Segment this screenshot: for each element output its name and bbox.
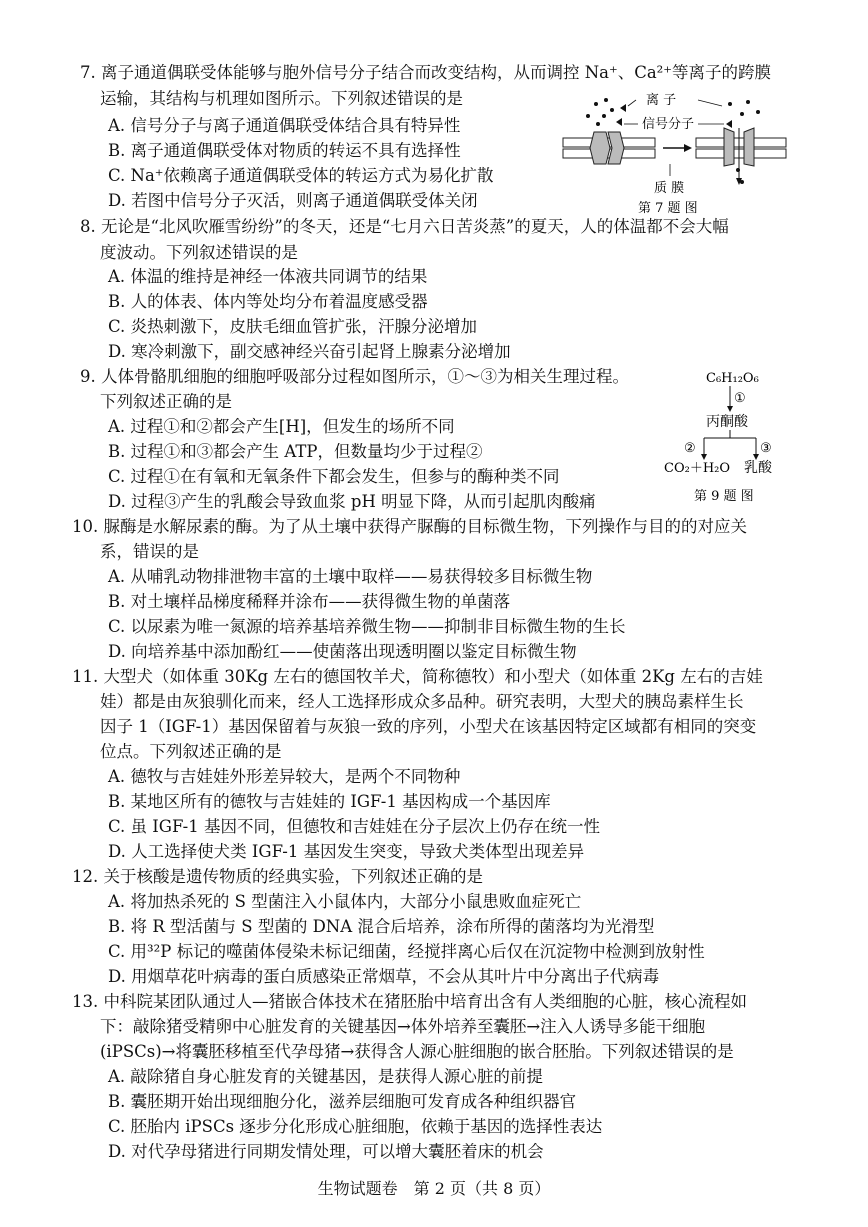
lactate-label: 乳酸 (744, 460, 772, 476)
q13-stem-cont-2: (iPSCs)→将囊胚移植至代孕母猪→获得含人源心脏细胞的嵌合胚胎。下列叙述错误的是 (100, 1042, 734, 1061)
q9-option-d: D. 过程③产生的乳酸会导致血浆 pH 明显下降，从而引起肌肉酸痛 (108, 492, 596, 511)
co2-water-label: CO₂＋H₂O (664, 461, 731, 476)
q8-option-d: D. 寒冷刺激下，副交感神经兴奋引起肾上腺素分泌增加 (108, 342, 511, 361)
ion-label: 离 子 (646, 93, 677, 108)
figure-7 (558, 88, 788, 218)
q11-option-b: B. 某地区所有的德牧与吉娃娃的 IGF-1 基因构成一个基因库 (108, 792, 551, 811)
figure-7-caption: 第 7 题 图 (638, 201, 698, 216)
glucose-label: C₆H₁₂O₆ (706, 371, 759, 386)
q11-stem-cont-3: 位点。下列叙述正确的是 (100, 742, 282, 761)
q13-stem: 13. 中科院某团队通过人—猪嵌合体技术在猪胚胎中培育出含有人类细胞的心脏，核心流程如 (72, 992, 747, 1011)
q7-option-c: C. Na⁺依赖离子通道偶联受体的转运方式为易化扩散 (108, 166, 494, 185)
q11-stem-cont-2: 因子 1（IGF-1）基因保留着与灰狼一致的序列，小型犬在该基因特定区域都有相同的突变 (100, 717, 757, 736)
q11-option-c: C. 虽 IGF-1 基因不同，但德牧和吉娃娃在分子层次上仍存在统一性 (108, 817, 600, 836)
q13-option-a: A. 敲除猪自身心脏发育的关键基因，是获得人源心脏的前提 (108, 1067, 543, 1086)
q12-option-b: B. 将 R 型活菌与 S 型菌的 DNA 混合后培养，涂布所得的菌落均为光滑型 (108, 917, 655, 936)
page-footer: 生物试题卷 第 2 页（共 8 页） (317, 1179, 551, 1198)
membrane-label: 质 膜 (654, 181, 685, 196)
q10-option-d: D. 向培养基中添加酚红——使菌落出现透明圈以鉴定目标微生物 (108, 642, 577, 661)
q12-option-c: C. 用³²P 标记的噬菌体侵染未标记细菌，经搅拌离心后仅在沉淀物中检测到放射性 (108, 942, 705, 961)
q10-stem: 10. 脲酶是水解尿素的酶。为了从土壤中获得产脲酶的目标微生物，下列操作与目的的对应关 (72, 517, 747, 536)
q9-option-b: B. 过程①和③都会产生 ATP，但数量均少于过程② (108, 442, 483, 461)
q8-option-b: B. 人的体表、体内等处均分布着温度感受器 (108, 292, 428, 311)
step-1-label: ① (734, 391, 746, 406)
signal-molecule-label: 信号分子 (642, 117, 695, 132)
q12-option-d: D. 用烟草花叶病毒的蛋白质感染正常烟草，不会从其叶片中分离出子代病毒 (108, 967, 660, 986)
q8-option-c: C. 炎热刺激下，皮肤毛细血管扩张，汗腺分泌增加 (108, 317, 478, 336)
step-2-label: ② (684, 441, 696, 456)
q7-option-b: B. 离子通道偶联受体对物质的转运不具有选择性 (108, 141, 461, 160)
q7-stem-cont: 运输，其结构与机理如图所示。下列叙述错误的是 (100, 89, 463, 108)
q9-stem-cont: 下列叙述正确的是 (100, 392, 232, 411)
figure-9-caption: 第 9 题 图 (694, 489, 754, 504)
q11-stem-cont-1: 娃）都是由灰狼驯化而来，经人工选择形成众多品种。研究表明，大型犬的胰岛素样生长 (100, 692, 744, 711)
q8-stem: 8. 无论是“北风吹雁雪纷纷”的冬天，还是“七月六日苦炎蒸”的夏天，人的体温都不会大幅 (80, 217, 729, 236)
figure-9 (660, 368, 790, 508)
q7-stem: 7. 离子通道偶联受体能够与胞外信号分子结合而改变结构，从而调控 Na⁺、Ca²⁺等离子的跨膜 (80, 63, 772, 82)
q10-option-b: B. 对土壤样品梯度稀释并涂布——获得微生物的单菌落 (108, 592, 511, 611)
q8-stem-cont: 度波动。下列叙述错误的是 (100, 243, 298, 262)
q11-option-d: D. 人工选择使犬类 IGF-1 基因发生突变，导致犬类体型出现差异 (108, 842, 585, 861)
q9-stem: 9. 人体骨骼肌细胞的细胞呼吸部分过程如图所示，①～③为相关生理过程。 (80, 367, 629, 386)
ion-channel-diagram (558, 88, 788, 218)
q9-option-a: A. 过程①和②都会产生[H]，但发生的场所不同 (108, 417, 455, 436)
step-3-label: ③ (760, 441, 772, 456)
q12-stem: 12. 关于核酸是遗传物质的经典实验，下列叙述正确的是 (72, 867, 483, 886)
q7-option-a: A. 信号分子与离子通道偶联受体结合具有特异性 (108, 116, 461, 135)
q9-option-c: C. 过程①在有氧和无氧条件下都会发生，但参与的酶种类不同 (108, 467, 560, 486)
q10-option-a: A. 从哺乳动物排泄物丰富的土壤中取样——易获得较多目标微生物 (108, 567, 593, 586)
q13-option-b: B. 囊胚期开始出现细胞分化，滋养层细胞可发育成各种组织器官 (108, 1092, 577, 1111)
q10-stem-cont: 系，错误的是 (100, 542, 199, 561)
q11-stem: 11. 大型犬（如体重 30Kg 左右的德国牧羊犬，简称德牧）和小型犬（如体重 2Kg 左右的吉娃 (72, 667, 763, 686)
q13-option-d: D. 对代孕母猪进行同期发情处理，可以增大囊胚着床的机会 (108, 1142, 544, 1161)
pyruvate-label: 丙酮酸 (706, 414, 748, 430)
respiration-diagram (660, 368, 790, 508)
q7-option-d: D. 若图中信号分子灭活，则离子通道偶联受体关闭 (108, 191, 478, 210)
q8-option-a: A. 体温的维持是神经一体液共同调节的结果 (108, 267, 428, 286)
q11-option-a: A. 德牧与吉娃娃外形差异较大，是两个不同物种 (108, 767, 461, 786)
q12-option-a: A. 将加热杀死的 S 型菌注入小鼠体内，大部分小鼠患败血症死亡 (108, 892, 582, 911)
q13-option-c: C. 胚胎内 iPSCs 逐步分化形成心脏细胞，依赖于基因的选择性表达 (108, 1117, 603, 1136)
q10-option-c: C. 以尿素为唯一氮源的培养基培养微生物——抑制非目标微生物的生长 (108, 617, 626, 636)
q13-stem-cont-1: 下：敲除猪受精卵中心脏发育的关键基因→体外培养至囊胚→注入人诱导多能干细胞 (100, 1017, 706, 1036)
